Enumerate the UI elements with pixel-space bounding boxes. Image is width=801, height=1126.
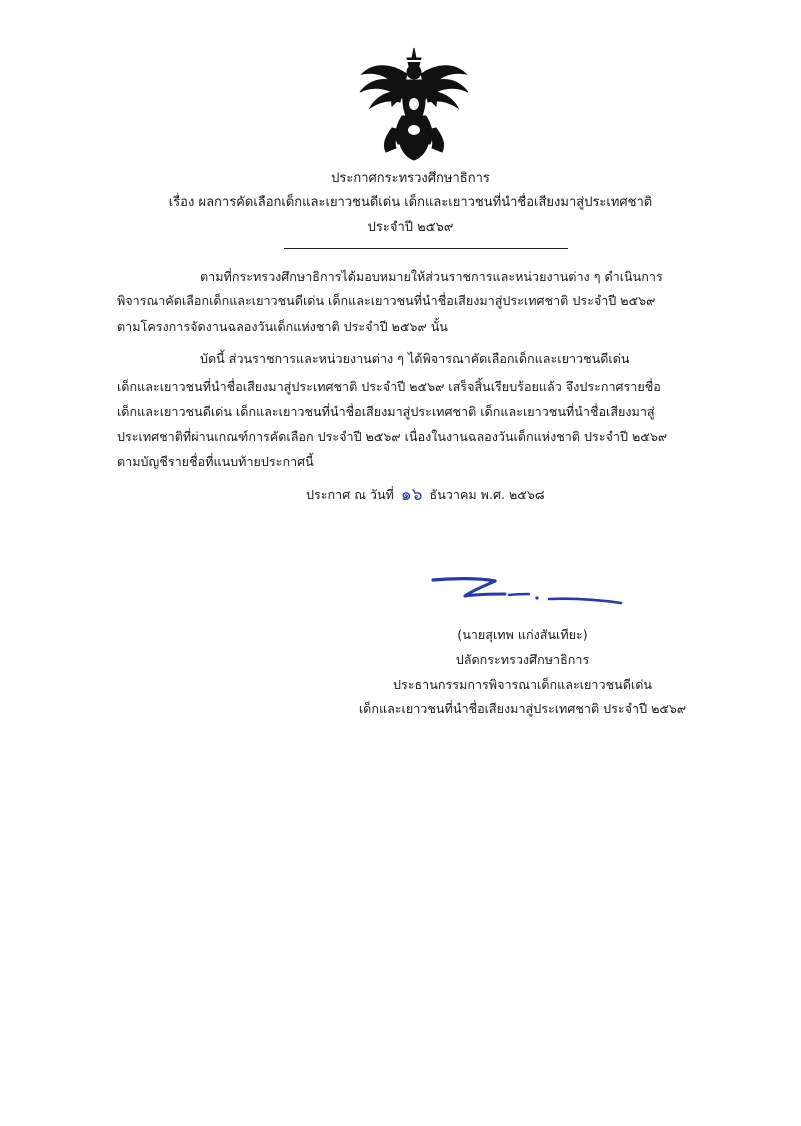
- paragraph-2-line: บัดนี้ ส่วนราชการและหน่วยงานต่าง ๆ ได้พิจารณาคัดเลือกเด็กและเยาวชนดีเด่น: [200, 351, 630, 366]
- document-year: ประจำปี ๒๕๖๙: [367, 220, 454, 235]
- document-title: ประกาศกระทรวงศึกษาธิการ: [331, 171, 490, 186]
- paragraph-2-line: ตามบัญชีรายชื่อที่แนบท้ายประกาศนี้: [117, 454, 314, 469]
- header-divider: [284, 248, 568, 249]
- paragraph-2-line: ประเทศชาติที่ผ่านเกณฑ์การคัดเลือก ประจำปี ๒๕๖๙ เนื่องในงานฉลองวันเด็กแห่งชาติ ประจำปี ๒๕๖๙: [117, 429, 668, 444]
- announcement-date: [306, 485, 545, 504]
- announcement-month-year: ธันวาคม พ.ศ. ๒๕๖๘: [429, 487, 545, 502]
- paragraph-1-line: พิจารณาคัดเลือกเด็กและเยาวชนดีเด่น เด็กและเยาวชนที่นำชื่อเสียงมาสู่ประเทศชาติ ประจำปี ๒๕๖๙: [117, 293, 656, 308]
- paragraph-1-line: ตามที่กระทรวงศึกษาธิการได้มอบหมายให้ส่วนราชการและหน่วยงานต่าง ๆ ดำเนินการ: [200, 269, 663, 284]
- garuda-emblem-icon: [352, 44, 476, 162]
- document-subject: เรื่อง ผลการคัดเลือกเด็กและเยาวชนดีเด่น เด็กและเยาวชนที่นำชื่อเสียงมาสู่ประเทศชาติ: [168, 195, 653, 210]
- paragraph-2-line: เด็กและเยาวชนที่นำชื่อเสียงมาสู่ประเทศชาติ ประจำปี ๒๕๖๙ เสร็จสิ้นเรียบร้อยแล้ว จึงประกาศรายชื่อ: [117, 379, 661, 394]
- announcement-prefix: ประกาศ ณ วันที่: [306, 487, 394, 502]
- paragraph-2-line: เด็กและเยาวชนดีเด่น เด็กและเยาวชนที่นำชื่อเสียงมาสู่ประเทศชาติ เด็กและเยาวชนที่นำชื่อเสียงมาสู่: [117, 404, 655, 419]
- signatory-role-line-2: เด็กและเยาวชนที่นำชื่อเสียงมาสู่ประเทศชาติ ประจำปี ๒๕๖๙: [358, 701, 687, 716]
- signatory-position: ปลัดกระทรวงศึกษาธิการ: [455, 652, 590, 667]
- signatory-name: (นายสุเทพ แก่งสันเทียะ): [457, 627, 588, 642]
- announcement-day: ๑๖: [400, 485, 423, 505]
- paragraph-1-line: ตามโครงการจัดงานฉลองวันเด็กแห่งชาติ ประจำปี ๒๕๖๙ นั้น: [117, 319, 448, 334]
- signatory-role-line-1: ประธานกรรมการพิจารณาเด็กและเยาวชนดีเด่น: [392, 677, 653, 692]
- handwritten-signature: [425, 572, 635, 612]
